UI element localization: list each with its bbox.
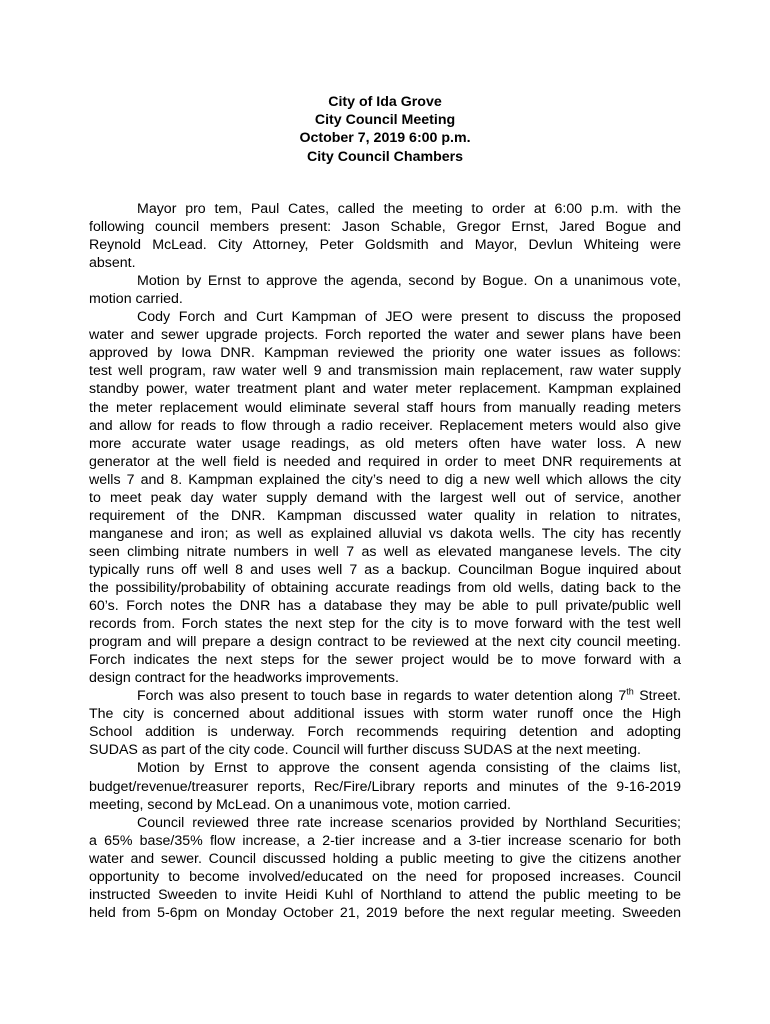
paragraph-line: absent. xyxy=(89,255,136,272)
paragraph-line: meeting, second by McLead. On a unanimous vote, motion carried. xyxy=(89,796,511,813)
line-text: Street. xyxy=(633,688,681,705)
paragraph-line: manganese and iron; as well as explained alluvial vs dakota wells. The city has recently xyxy=(89,525,681,542)
paragraph-line: Council reviewed three rate increase scenarios provided by Northland Securities; xyxy=(137,814,681,831)
paragraph-line: SUDAS as part of the city code. Council will further discuss SUDAS at the next meeting. xyxy=(89,742,641,759)
minutes-body xyxy=(89,200,681,922)
paragraph-line: seen climbing nitrate numbers in well 7 as well as elevated manganese levels. The city xyxy=(89,543,681,560)
paragraph-line: budget/revenue/treasurer reports, Rec/Fire/Library reports and minutes of the 9-16-2019 xyxy=(89,778,681,795)
paragraph-line: approved by Iowa DNR. Kampman reviewed the priority one water issues as follows: xyxy=(89,345,681,362)
paragraph-line: water and sewer upgrade projects. Forch reported the water and sewer plans have been xyxy=(89,327,681,344)
header-meeting-location: City Council Chambers xyxy=(306,148,464,165)
paragraph-call-to-order xyxy=(89,200,681,272)
paragraph-line: more accurate water usage readings, as old meters often have water loss. A new xyxy=(89,435,681,452)
paragraph-line: motion carried. xyxy=(89,291,183,308)
paragraph-line: Motion by Ernst to approve the consent agenda consisting of the claims list, xyxy=(137,760,681,777)
paragraph-line: School addition is underway. Forch recommends requiring detention and adopting xyxy=(89,724,681,741)
paragraph-line: program and will prepare a design contract to be reviewed at the next city council meeting. xyxy=(89,634,681,651)
paragraph-line: Forch indicates the next steps for the sewer project would be to move forward with a xyxy=(89,652,681,669)
ordinal-suffix: th xyxy=(626,686,634,697)
header-meeting-date: October 7, 2019 6:00 p.m. xyxy=(299,130,471,147)
paragraph-line: opportunity to become involved/educated on the need for proposed increases. Council xyxy=(89,868,681,885)
paragraph-rate-increase xyxy=(89,814,681,922)
paragraph-line: to meet peak day water supply demand with the largest well out of service, another xyxy=(89,489,681,506)
paragraph-line: design contract for the headworks improvements. xyxy=(89,670,399,687)
paragraph-line: held from 5-6pm on Monday October 21, 2019 before the next regular meeting. Sweeden xyxy=(89,904,681,921)
document-header xyxy=(0,93,770,166)
paragraph-line: and allow for reads to flow through a radio receiver. Replacement meters would also give xyxy=(89,417,681,434)
paragraph-consent-agenda xyxy=(89,759,681,813)
paragraph-line: a 65% base/35% flow increase, a 2-tier increase and a 3-tier increase scenario for both xyxy=(89,832,681,849)
paragraph-line: Cody Forch and Curt Kampman of JEO were present to discuss the proposed xyxy=(137,309,681,326)
header-meeting-type: City Council Meeting xyxy=(314,112,456,129)
paragraph-agenda-motion xyxy=(89,272,681,308)
paragraph-water-detention xyxy=(89,687,681,759)
header-city-name: City of Ida Grove xyxy=(328,94,442,110)
paragraph-line: 60’s. Forch notes the DNR has a database they may be able to pull private/public well xyxy=(89,598,681,615)
paragraph-line xyxy=(89,687,681,705)
paragraph-line: requirement of the DNR. Kampman discussed water quality in relation to nitrates, xyxy=(89,507,681,524)
paragraph-line: Reynold McLead. City Attorney, Peter Goldsmith and Mayor, Devlun Whiteing were xyxy=(89,237,681,254)
paragraph-line: following council members present: Jason Schable, Gregor Ernst, Jared Bogue and xyxy=(89,219,681,236)
paragraph-line: wells 7 and 8. Kampman explained the city’s need to dig a new well which allows the city xyxy=(89,471,681,488)
line-text: Forch was also present to touch base in regards to water detention along 7 xyxy=(137,688,627,705)
paragraph-line: typically runs off well 8 and uses well 7 as a backup. Councilman Bogue inquired about xyxy=(89,561,681,578)
paragraph-line: instructed Sweeden to invite Heidi Kuhl of Northland to attend the public meeting to be xyxy=(89,886,681,903)
paragraph-line: the meter replacement would eliminate several staff hours from manually reading meters xyxy=(89,399,681,416)
paragraph-water-sewer-projects xyxy=(89,308,681,687)
paragraph-line: the possibility/probability of obtaining accurate readings from old wells, dating back to the xyxy=(89,579,681,596)
paragraph-line: water and sewer. Council discussed holding a public meeting to give the citizens another xyxy=(89,850,681,867)
paragraph-line: standby power, water treatment plant and water meter replacement. Kampman explained xyxy=(89,381,681,398)
paragraph-line: test well program, raw water well 9 and transmission main replacement, raw water supply xyxy=(89,363,681,380)
paragraph-line: Mayor pro tem, Paul Cates, called the meeting to order at 6:00 p.m. with the xyxy=(137,201,681,217)
paragraph-line: The city is concerned about additional issues with storm water runoff once the High xyxy=(89,706,681,723)
paragraph-line: records from. Forch states the next step for the city is to move forward with the test well xyxy=(89,616,681,633)
paragraph-line: Motion by Ernst to approve the agenda, second by Bogue. On a unanimous vote, xyxy=(137,273,681,290)
paragraph-line: generator at the well field is needed and required in order to meet DNR requirements at xyxy=(89,453,681,470)
